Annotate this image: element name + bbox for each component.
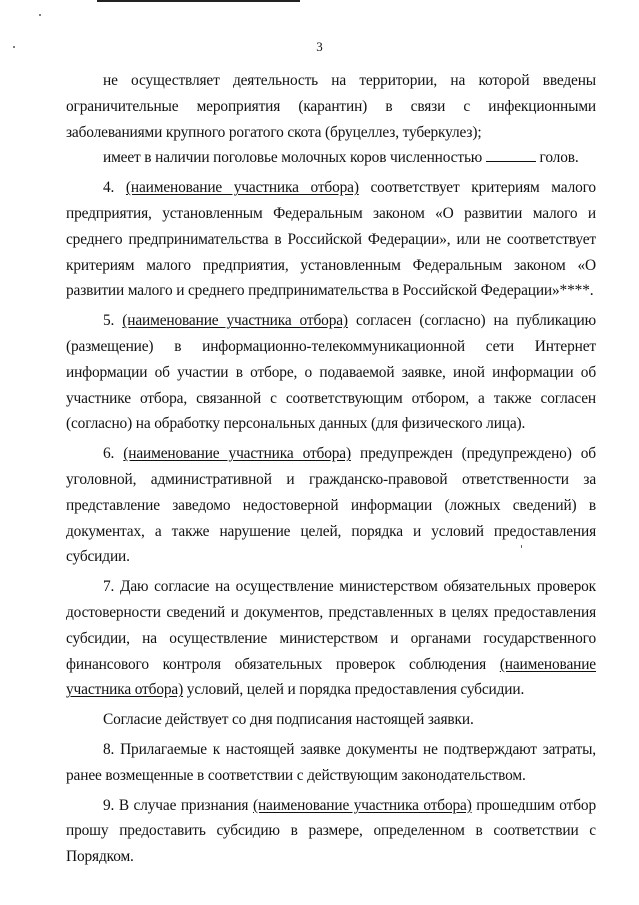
participant-name-placeholder: (наименование участника отбора) <box>125 179 359 197</box>
paragraph-p6 <box>66 574 596 703</box>
paragraph-text: Согласие действует со дня подписания настоящей заявки. <box>103 711 474 729</box>
paragraph-text: условий, целей и порядка предоставления субсидии. <box>183 681 525 699</box>
scan-speck <box>39 14 41 16</box>
paragraph-p3 <box>66 175 596 304</box>
paragraph-p4 <box>66 308 596 437</box>
paragraph-text: 8. Прилагаемые к настоящей заявке документы не подтверждают затраты, ранее возмещенные в соответствии с действующим законодательством. <box>66 740 596 784</box>
participant-name-placeholder: (наименование участника отбора) <box>252 796 472 814</box>
paragraph-text: имеет в наличии поголовье молочных коров численностью <box>103 149 486 167</box>
paragraph-text: не осуществляет деятельность на территории, на которой введены ограничительные мероприятия (карантин) в связи с инфекционными заболеваниями крупного рогатого скота (бруцеллез, туберкулез); <box>66 72 596 141</box>
paragraph-p9 <box>66 793 596 870</box>
paragraph-text: 7. Даю согласие на осуществление министерством обязательных проверок достоверности сведений и документов, представленных в целях предоставления субсидии, на осуществление министерством и органами государственного финансового контроля обязательных проверок соблюдения <box>66 578 596 673</box>
top-border-line <box>97 0 300 2</box>
paragraph-text: прошедшим отбор прошу предоставить субсидию в размере, определенном в соответствии с Порядком. <box>66 796 596 866</box>
page-number: 3 <box>316 39 323 54</box>
paragraph-text: 4. <box>103 179 126 197</box>
fill-in-blank <box>486 149 536 162</box>
participant-name-placeholder: (наименование участника отбора) <box>122 312 348 330</box>
paragraph-p5 <box>66 441 596 570</box>
paragraph-text: 6. <box>103 445 124 463</box>
paragraph-p2 <box>66 145 596 171</box>
paragraph-text: соответствует критериям малого предприятия, установленным Федеральным законом «О развитии малого и среднего предпринимательства в Российской Федерации», или не соответствует критериям малого предприятия, установленным Федеральным законом «О развитии малого и среднего предпринимательства в Российской Федерации»****. <box>66 179 596 300</box>
paragraph-p7 <box>66 707 596 733</box>
paragraph-p1 <box>66 68 596 145</box>
participant-name-placeholder: (наименование участника отбора) <box>66 655 596 699</box>
document-body <box>66 68 596 870</box>
paragraph-text: 5. <box>103 312 123 330</box>
paragraph-text: предупрежден (предупреждено) об уголовной, административной и гражданско-правовой ответственности за представление заведомо недостоверной информации (ложных сведений) в документах, а также нарушение целей, порядка и условий предоставления субсидии. <box>66 445 596 566</box>
participant-name-placeholder: (наименование участника отбора) <box>123 445 351 463</box>
paragraph-p8 <box>66 737 596 789</box>
paragraph-text: 9. В случае признания <box>103 796 253 814</box>
paragraph-text: голов. <box>535 149 579 167</box>
paragraph-text: согласен (согласно) на публикацию (размещение) в информационно-телекоммуникационной сети Интернет информации об участии в отборе, о подаваемой заявке, иной информации об участнике отбора, связанной с соответствующим отбором, а также согласен (согласно) на обработку персональных данных (для физического лица). <box>66 312 596 433</box>
